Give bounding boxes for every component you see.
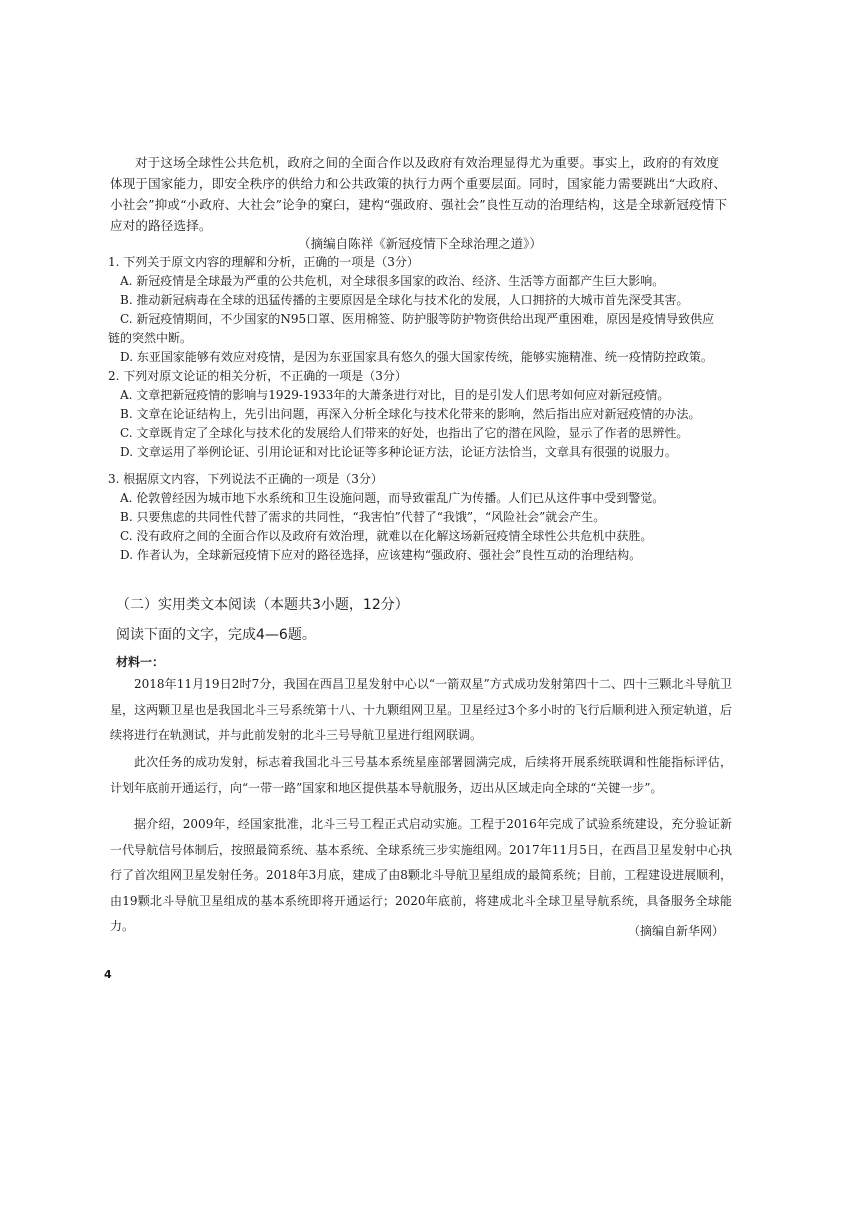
intro-source: （摘编自陈祥《新冠疫情下全球治理之道》）	[298, 236, 542, 251]
question-stem: 1. 下列关于原文内容的理解和分析，正确的一项是（3分）	[108, 255, 419, 269]
option-d: D. 东亚国家能够有效应对疫情，是因为东亚国家具有悠久的强大国家传统，能够实施精准、统一疫情防控政策。	[120, 350, 713, 364]
option-d: D. 文章运用了举例论证、引用论证和对比论证等多种论证方法，论证方法恰当，文章具有很强的说服力。	[120, 445, 677, 459]
material-paragraph-3: 据介绍，2009年，经国家批准，北斗三号工程正式启动实施。工程于2016年完成了试验系统建设，充分验证新一代导航信号体制后，按照最简系统、基本系统、全球系统三步实施组网。2017年11月5日，在西昌卫星发射中心执行了首次组网卫星发射任务。2018年3月底，建成了由8颗北斗导航卫星组成的最简系统；目前，工程建设进展顺利，由19颗北斗导航卫星组成的基本系统即将开通运行；2020年底前，将建成北斗全球卫星导航系统，具备服务全球能力。	[110, 817, 732, 933]
option-c-continuation: 链的突然中断。	[108, 331, 193, 345]
option-d: D. 作者认为，全球新冠疫情下应对的路径选择，应该建构“强政府、强社会”良性互动的治理结构。	[120, 548, 642, 562]
option-b: B. 推动新冠病毒在全球的迅猛传播的主要原因是全球化与技术化的发展，人口拥挤的大城市首先深受其害。	[120, 293, 689, 307]
option-c: C. 新冠疫情期间，不少国家的N95口罩、医用棉签、防护服等防护物资供给出现严重困难，原因是疫情导致供应	[120, 312, 715, 326]
intro-paragraph: 对于这场全球性公共危机，政府之间的全面合作以及政府有效治理显得尤为重要。事实上，政府的有效度体现于国家能力，即安全秩序的供给力和公共政策的执行力两个重要层面。同时，国家能力需要跳出“大政府、小社会”抑或“小政府、大社会”论争的窠臼，建构“强政府、强社会”良性互动的治理结构，这是全球新冠疫情下应对的路径选择。	[110, 155, 728, 233]
material-source: （摘编自新华网）	[627, 924, 724, 938]
question-3	[108, 470, 732, 565]
option-b: B. 文章在论证结构上，先引出问题，再深入分析全球化与技术化带来的影响，然后指出应对新冠疫情的办法。	[120, 407, 701, 421]
option-a: A. 文章把新冠疫情的影响与1929-1933年的大萧条进行对比，目的是引发人们思考如何应对新冠疫情。	[120, 388, 670, 402]
question-2	[108, 367, 732, 462]
question-stem: 2. 下列对原文论证的相关分析，不正确的一项是（3分）	[108, 369, 407, 383]
section-heading: （二）实用类文本阅读（本题共3小题，12分）	[116, 597, 409, 613]
option-c: C. 没有政府之间的全面合作以及政府有效治理，就难以在化解这场新冠疫情全球性公共危机中获胜。	[120, 529, 653, 543]
material-paragraph-2: 此次任务的成功发射，标志着我国北斗三号基本系统星座部署圆满完成，后续将开展系统联调和性能指标评估，计划年底前开通运行，向“一带一路”国家和地区提供基本导航服务，迈出从区域走向全球的“关键一步”。	[110, 755, 732, 795]
reading-instruction: 阅读下面的文字，完成4—6题。	[116, 627, 316, 643]
material-label: 材料一：	[116, 655, 165, 669]
option-a: A. 伦敦曾经因为城市地下水系统和卫生设施问题，而导致霍乱广为传播。人们已从这件事中受到警觉。	[120, 491, 665, 505]
question-1	[108, 253, 732, 367]
option-c: C. 文章既肯定了全球化与技术化的发展给人们带来的好处，也指出了它的潜在风险，显示了作者的思辨性。	[120, 426, 689, 440]
question-stem: 3. 根据原文内容，下列说法不正确的一项是（3分）	[108, 472, 383, 486]
option-b: B. 只要焦虑的共同性代替了需求的共同性，“我害怕”代替了“我饿”，“风险社会”就会产生。	[120, 510, 606, 524]
page-number: 4	[104, 968, 112, 981]
option-a: A. 新冠疫情是全球最为严重的公共危机，对全球很多国家的政治、经济、生活等方面都产生巨大影响。	[120, 274, 665, 288]
material-paragraph-1: 2018年11月19日2时7分，我国在西昌卫星发射中心以“一箭双星”方式成功发射第四十二、四十三颗北斗导航卫星，这两颗卫星也是我国北斗三号系统第十八、十九颗组网卫星。卫星经过3个多小时的飞行后顺利进入预定轨道，后续将进行在轨测试，并与此前发射的北斗三号导航卫星进行组网联调。	[110, 677, 732, 742]
